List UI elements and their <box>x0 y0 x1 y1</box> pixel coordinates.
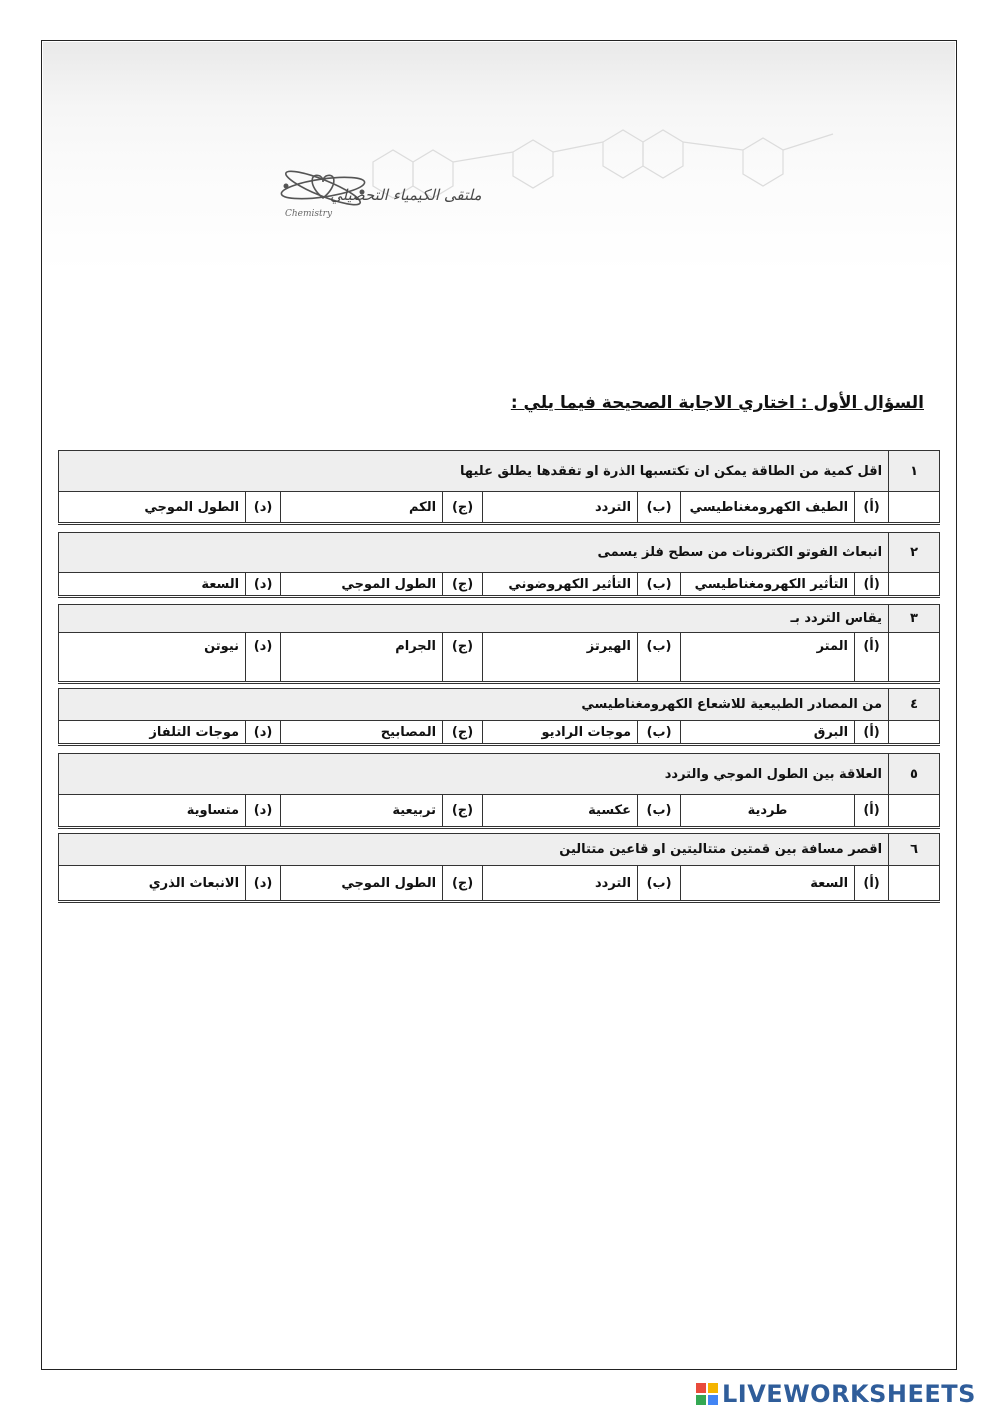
option-b[interactable]: التردد <box>483 866 638 902</box>
option-letter-a: (أ) <box>855 633 889 683</box>
question-stem: يقاس التردد بـ <box>59 605 889 633</box>
question-table-6 <box>58 833 940 903</box>
option-a[interactable]: السعة <box>681 866 855 902</box>
option-b[interactable]: الهيرتز <box>483 633 638 683</box>
option-letter-a: (أ) <box>855 492 889 524</box>
option-letter-c: (ج) <box>443 573 483 597</box>
option-c[interactable]: الجرام <box>281 633 443 683</box>
option-letter-d: (د) <box>246 633 281 683</box>
question-number: ٤ <box>889 689 940 721</box>
liveworksheets-brand[interactable] <box>696 1380 976 1408</box>
option-c[interactable]: تربيعية <box>281 795 443 828</box>
option-letter-b: (ب) <box>638 633 681 683</box>
option-c[interactable]: الطول الموجي <box>281 573 443 597</box>
question-stem: انبعاث الفوتو الكترونات من سطح فلز يسمى <box>59 533 889 573</box>
option-letter-c: (ج) <box>443 492 483 524</box>
option-letter-d: (د) <box>246 795 281 828</box>
option-d[interactable]: السعة <box>59 573 246 597</box>
option-letter-d: (د) <box>246 573 281 597</box>
option-letter-c: (ج) <box>443 866 483 902</box>
question-table-2 <box>58 532 940 598</box>
logo-subtext: Chemistry <box>285 209 333 219</box>
question-stem: العلاقة بين الطول الموجي والتردد <box>59 754 889 795</box>
option-d[interactable]: الانبعاث الذري <box>59 866 246 902</box>
question-table-1 <box>58 450 940 525</box>
question-stem: اقصر مسافة بين قمتين متتاليتين او قاعين متتالين <box>59 834 889 866</box>
option-a[interactable]: طردية <box>681 795 855 828</box>
question-number: ٥ <box>889 754 940 795</box>
question-table-5 <box>58 753 940 829</box>
option-letter-a: (أ) <box>855 573 889 597</box>
question-stem: اقل كمية من الطاقة يمكن ان تكتسبها الذرة او تفقدها يطلق عليها <box>59 451 889 492</box>
option-a[interactable]: البرق <box>681 721 855 745</box>
option-letter-a: (أ) <box>855 795 889 828</box>
option-c[interactable]: الكم <box>281 492 443 524</box>
option-c[interactable]: الطول الموجي <box>281 866 443 902</box>
option-letter-d: (د) <box>246 721 281 745</box>
option-letter-d: (د) <box>246 866 281 902</box>
question-heading: السؤال الأول : اختاري الاجابة الصحيحة فيما يلي : <box>510 393 924 413</box>
question-table-3 <box>58 604 940 684</box>
option-d[interactable]: الطول الموجي <box>59 492 246 524</box>
option-a[interactable]: الطيف الكهرومغناطيسي <box>681 492 855 524</box>
logo-text: ملتقى الكيمياء التحصيلي <box>330 186 482 204</box>
option-c[interactable]: المصابيح <box>281 721 443 745</box>
option-letter-c: (ج) <box>443 721 483 745</box>
question-number: ٣ <box>889 605 940 633</box>
option-d[interactable]: موجات التلفاز <box>59 721 246 745</box>
option-letter-b: (ب) <box>638 866 681 902</box>
question-number: ١ <box>889 451 940 492</box>
option-d[interactable]: متساوية <box>59 795 246 828</box>
option-d[interactable]: نيوتن <box>59 633 246 683</box>
option-letter-b: (ب) <box>638 721 681 745</box>
question-stem: من المصادر الطبيعية للاشعاع الكهرومغناطيسي <box>59 689 889 721</box>
question-number: ٢ <box>889 533 940 573</box>
question-number: ٦ <box>889 834 940 866</box>
option-b[interactable]: عكسية <box>483 795 638 828</box>
brand-text: LIVEWORKSHEETS <box>722 1380 976 1408</box>
option-b[interactable]: موجات الراديو <box>483 721 638 745</box>
option-letter-b: (ب) <box>638 795 681 828</box>
option-letter-b: (ب) <box>638 573 681 597</box>
option-letter-d: (د) <box>246 492 281 524</box>
option-letter-a: (أ) <box>855 721 889 745</box>
liveworksheets-logo-icon <box>696 1383 718 1405</box>
option-a[interactable]: التأثير الكهرومغناطيسي <box>681 573 855 597</box>
question-table-4 <box>58 688 940 746</box>
option-letter-c: (ج) <box>443 795 483 828</box>
option-b[interactable]: التأثير الكهروضوني <box>483 573 638 597</box>
option-a[interactable]: المتر <box>681 633 855 683</box>
option-b[interactable]: التردد <box>483 492 638 524</box>
option-letter-a: (أ) <box>855 866 889 902</box>
option-letter-c: (ج) <box>443 633 483 683</box>
option-letter-b: (ب) <box>638 492 681 524</box>
